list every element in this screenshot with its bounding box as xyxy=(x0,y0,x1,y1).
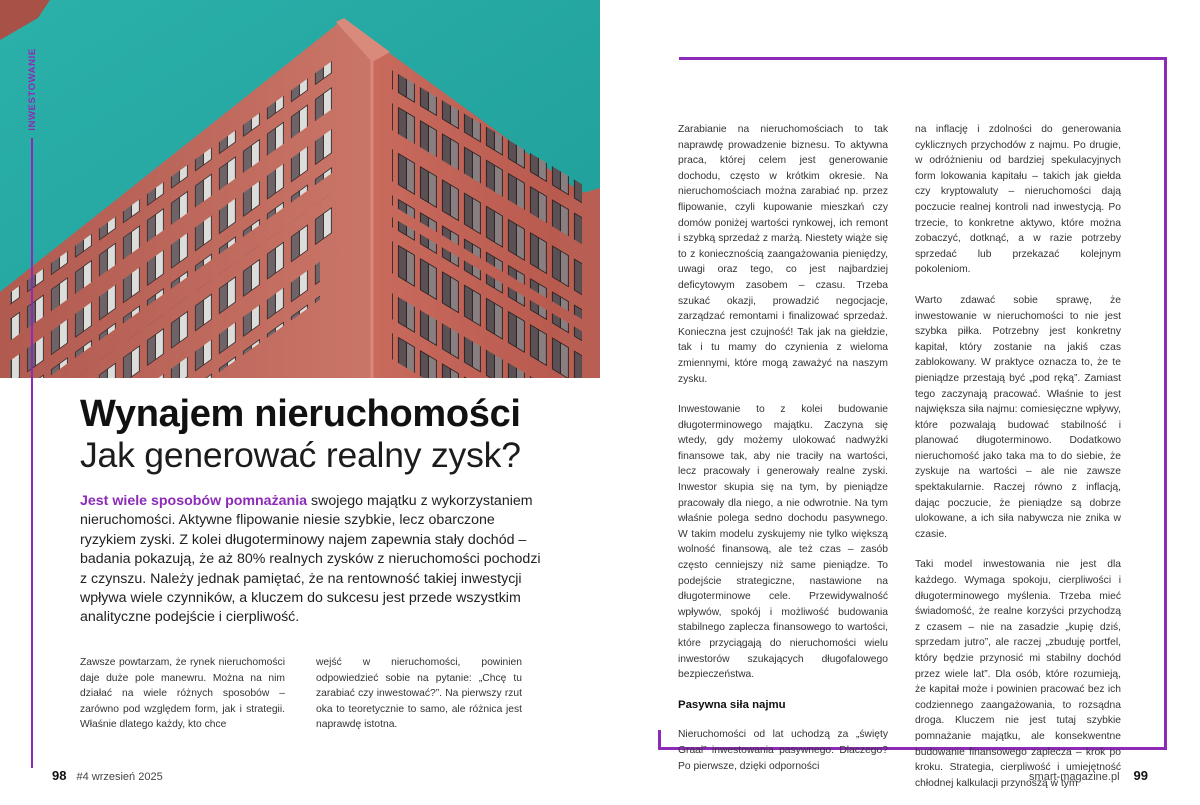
right-page-column-1 xyxy=(678,122,888,789)
body-paragraph: Zarabianie na nieruchomościach to tak naprawdę prowadzenie biznesu. To aktywna praca, której celem jest generowanie dochodu, często w krótkim okresie. Na nieruchomościach można zarabiać np. przez flipowanie, czyli kupowanie mieszkań czy domów poniżej wartości rynkowej, ich remont i szybką sprzedaż z marżą. Niestety wiąże się to z koniecznością zaangażowania pieniędzy, uwagi oraz tego, co jest najbardziej deficytowym zasobem – czasu. Trzeba szukać okazji, prowadzić negocjacje, zarządzać remontami i finalizować sprzedaż. Konieczna jest czujność! Tak jak na giełdzie, tak i tu mamy do czynienia z wieloma zmiennymi, które mogą zaważyć na naszym zysku. xyxy=(678,124,888,385)
issue-label: #4 wrzesień 2025 xyxy=(76,771,163,783)
lead-highlight: Jest wiele sposobów pomnażania xyxy=(80,493,308,509)
frame-top-rule xyxy=(679,57,1167,60)
frame-left-tick xyxy=(658,730,661,750)
body-paragraph: wejść w nieruchomości, powinien odpowiedzieć sobie na pytanie: „Chcę tu zarabiać czy inwestować?”. Na pierwszy rzut oka to teoretycznie to samo, ale różnica jest naprawdę istotna. xyxy=(316,657,522,731)
body-paragraph: na inflację i zdolności do generowania cyklicznych przychodów z najmu. Po drugie, w odróżnieniu od bardziej spekulacyjnych form lokowania kapitału – takich jak giełda czy kryptowaluty – nieruchomości dają poczucie realnej kontroli nad inwestycją. Po trzecie, to konkretne aktywo, które można zobaczyć, dotknąć, a w razie potrzeby sprzedać lub przekazać kolejnym pokoleniom. xyxy=(915,124,1121,276)
section-label: INWESTOWANIE xyxy=(27,48,38,131)
frame-right-rule xyxy=(1164,57,1167,749)
article-subtitle: Jak generować realny zysk? xyxy=(80,435,521,475)
body-paragraph: Zawsze powtarzam, że rynek nieruchomości daje duże pole manewru. Można na nim działać na wiele różnych sposobów – zarówno pod względem form, jak i strategii. Właśnie dlatego każdy, kto chce xyxy=(80,657,285,731)
footer-right xyxy=(1029,768,1148,783)
lead-text: swojego majątku z wykorzystaniem nieruchomości. Aktywne flipowanie niesie szybkie, lecz obarczone ryzykiem zyski. Z kolei długoterminowy najem zapewnia stały dochód – badania pokazują, że aż 80% realnych zysków z nieruchomości pochodzi z czynszu. Należy jednak pamiętać, że na rentowność takiej inwestycji wpływa wiele czynników, a kluczem do sukcesu jest przede wszystkim analityczne podejście i cierpliwość. xyxy=(80,493,541,626)
body-paragraph: Taki model inwestowania nie jest dla każdego. Wymaga spokoju, cierpliwości i długoterminowego myślenia. Trzeba mieć świadomość, że realne korzyści przychodzą z czasem – nie na zasadzie „kupię dziś, sprzedam jutro”, ale raczej „zbuduję portfel, który będzie przynosić mi stabilny dochód przez wiele lat”. Dla osób, które rozumieją, że kapitał może i powinien pracować bez ich codziennego zaangażowania, to rozsądna droga. Kluczem nie jest tutaj szybkie pomnażanie majątku, ale konsekwentne budowanie finansowego zaplecza – krok po kroku. Strategia, cierpliwość i umiejętność chłodnej kalkulacji przynoszą w tym xyxy=(915,559,1121,789)
building-photo xyxy=(0,0,600,378)
article-headline xyxy=(80,394,600,476)
site-url: smart-magazine.pl xyxy=(1029,771,1120,783)
page-number-left: 98 xyxy=(52,768,67,783)
article-title: Wynajem nieruchomości xyxy=(80,393,521,435)
footer-left xyxy=(52,768,163,783)
left-page-column-2 xyxy=(316,655,522,748)
page-number-right: 99 xyxy=(1133,768,1148,783)
body-paragraph: Nieruchomości od lat uchodzą za „święty Graal” inwestowania pasywnego. Dlaczego? Po pierwsze, dzięki odporności xyxy=(678,729,888,772)
subheading: Pasywna siła najmu xyxy=(678,698,786,711)
section-tag xyxy=(24,48,40,133)
left-page-column-1 xyxy=(80,655,285,748)
right-page-column-2 xyxy=(915,122,1121,805)
body-paragraph: Inwestowanie to z kolei budowanie długoterminowego majątku. Zaczyna się wtedy, gdy możemy ulokować nadwyżki finansowe tak, aby nie traciły na wartości, lecz pracowały i generowały realne zyski. Inwestor skupia się na tym, by pieniądze pracowały dla niego, a nie odwrotnie. Na tym właśnie polega sedno dochodu pasywnego. W takim modelu zyskujemy nie tylko większą wolność finansową, ale też czas – zasób często cenniejszy niż same pieniądze. To podejście strategiczne, nastawione na długoterminowe cele. Przewidywalność wpływów, spokój i możliwość budowania stabilnego zaplecza finansowego to wartości, które przyciągają do nieruchomości wielu inwestorów szukających długofalowego bezpieczeństwa. xyxy=(678,404,888,681)
lead-paragraph xyxy=(80,492,550,628)
body-paragraph: Warto zdawać sobie sprawę, że inwestowanie w nieruchomości to nie jest szybka piłka. Potrzebny jest konkretny kapitał, który zostanie na jakiś czas zablokowany. W praktyce oznacza to, że te pieniądze przestają być „pod ręką”. Zamiast tego zaczynają pracować. Właśnie to jest największa siła najmu: comiesięczne wpływy, które pozwalają budować stabilność i planować długoterminowo. Dodatkowo nieruchomość jako taka ma to do siebie, że zyskuje na wartości – ale nie zawsze spektakularnie. Raczej równo z inflacją, dając poczucie, że pieniądze są dobrze ulokowane, a ich siła nabywcza nie znika w czasie. xyxy=(915,294,1121,540)
left-vertical-rule xyxy=(31,138,33,768)
